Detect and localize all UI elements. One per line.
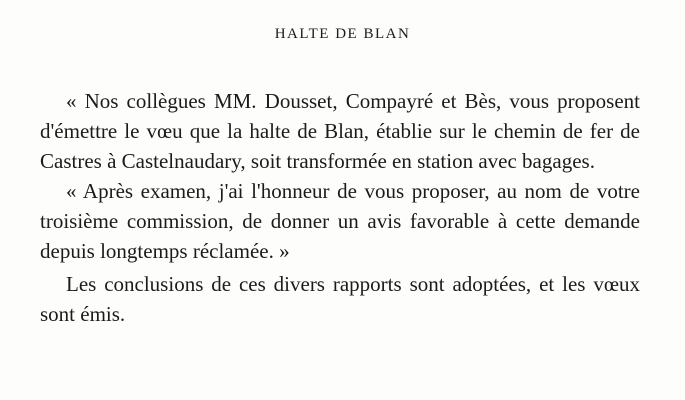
paragraph-proposal: « Nos collègues MM. Dousset, Compayré et Bès, vous proposent d'émettre le vœu que la halte de Blan, établie sur le chemin de fer de Castres à Castelnaudary, soit transformée en station avec bagages. xyxy=(40,89,640,173)
body-text xyxy=(40,86,640,329)
paragraph-commission-opinion: « Après examen, j'ai l'honneur de vous proposer, au nom de votre troisième commission, de donner un avis favorable à cette demande depuis longtemps réclamée. » xyxy=(40,179,640,263)
section-heading: HALTE DE BLAN xyxy=(274,26,411,42)
paragraph-conclusion: Les conclusions de ces divers rapports sont adoptées, et les vœux sont émis. xyxy=(40,272,640,326)
